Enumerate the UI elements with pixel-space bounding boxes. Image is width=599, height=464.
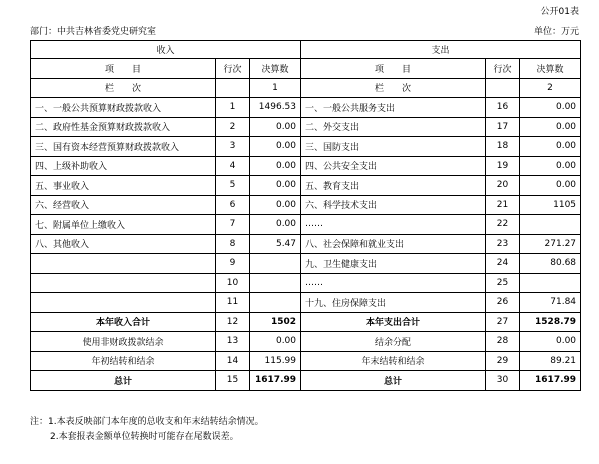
expense-line-no: 19 [486, 156, 520, 176]
income-line-no: 1 [216, 98, 250, 118]
income-item: 五、事业收入 [31, 176, 216, 196]
expense-total-amount: 1528.79 [520, 312, 581, 332]
income-amount: 0.00 [250, 137, 301, 157]
expense-amount: 0.00 [520, 176, 581, 196]
expense-line-no: 16 [486, 98, 520, 118]
expense-section-header: 支出 [301, 41, 581, 59]
income-line-no: 2 [216, 117, 250, 137]
table-row [31, 176, 581, 196]
expense-line-no: 17 [486, 117, 520, 137]
expense-amount: 1105 [520, 195, 581, 215]
expense-amount: 0.00 [520, 156, 581, 176]
income-total-amount: 1617.99 [250, 371, 301, 391]
table-row [31, 195, 581, 215]
expense-line-header: 行次 [486, 59, 520, 79]
expense-item: 一、一般公共服务支出 [301, 98, 486, 118]
expense-col-label: 栏 次 [301, 78, 486, 98]
expense-line-no: 24 [486, 254, 520, 274]
expense-item: …… [301, 273, 486, 293]
expense-amount: 271.27 [520, 234, 581, 254]
table-row [31, 156, 581, 176]
income-amount [250, 293, 301, 313]
income-total-label: 使用非财政拨款结余 [31, 332, 216, 352]
unit-label: 单位：万元 [533, 27, 579, 37]
income-total-label: 总计 [31, 371, 216, 391]
expense-item: 二、外交支出 [301, 117, 486, 137]
expense-amount: 0.00 [520, 137, 581, 157]
income-item-header: 项 目 [31, 59, 216, 79]
expense-amount-header: 决算数 [520, 59, 581, 79]
column-number-row [31, 78, 581, 98]
income-line-no: 5 [216, 176, 250, 196]
income-item [31, 293, 216, 313]
income-line-no: 12 [216, 312, 250, 332]
expense-item: 四、公共安全支出 [301, 156, 486, 176]
expense-item: 三、国防支出 [301, 137, 486, 157]
budget-table [30, 40, 581, 391]
expense-line-no: 29 [486, 351, 520, 371]
income-amount [250, 254, 301, 274]
expense-item-header: 项 目 [301, 59, 486, 79]
income-amount: 0.00 [250, 176, 301, 196]
expense-line-no: 20 [486, 176, 520, 196]
footnote-2: 2.本套报表金额单位转换时可能存在尾数误差。 [50, 432, 239, 442]
expense-total-label: 本年支出合计 [301, 312, 486, 332]
total-row [31, 351, 581, 371]
income-total-amount: 115.99 [250, 351, 301, 371]
income-col-label: 栏 次 [31, 78, 216, 98]
expense-line-no: 21 [486, 195, 520, 215]
table-row [31, 98, 581, 118]
expense-line-no: 23 [486, 234, 520, 254]
expense-total-label: 总计 [301, 371, 486, 391]
department-label: 部门：中共吉林省委党史研究室 [30, 27, 157, 37]
income-item: 二、政府性基金预算财政拨款收入 [31, 117, 216, 137]
expense-line-no: 30 [486, 371, 520, 391]
income-line-no: 4 [216, 156, 250, 176]
income-line-header: 行次 [216, 59, 250, 79]
income-line-no: 3 [216, 137, 250, 157]
expense-item: 八、社会保障和就业支出 [301, 234, 486, 254]
table-row [31, 254, 581, 274]
expense-item: 九、卫生健康支出 [301, 254, 486, 274]
table-row [31, 117, 581, 137]
expense-line-no: 18 [486, 137, 520, 157]
expense-total-label: 结余分配 [301, 332, 486, 352]
table-row [31, 234, 581, 254]
income-amount: 0.00 [250, 156, 301, 176]
income-amount [250, 273, 301, 293]
income-amount: 0.00 [250, 117, 301, 137]
income-amount: 0.00 [250, 195, 301, 215]
income-item: 四、上级补助收入 [31, 156, 216, 176]
expense-total-label: 年末结转和结余 [301, 351, 486, 371]
income-amount: 5.47 [250, 234, 301, 254]
income-line-no: 14 [216, 351, 250, 371]
form-code: 公开01表 [540, 7, 579, 17]
income-line-no: 15 [216, 371, 250, 391]
table-row [31, 273, 581, 293]
total-row [31, 371, 581, 391]
income-item [31, 273, 216, 293]
table-row [31, 137, 581, 157]
income-amount: 0.00 [250, 215, 301, 235]
expense-amount: 80.68 [520, 254, 581, 274]
income-line-no: 8 [216, 234, 250, 254]
table-row [31, 215, 581, 235]
expense-item: 五、教育支出 [301, 176, 486, 196]
footnote-1: 注：1.本表反映部门本年度的总收支和年末结转结余情况。 [30, 417, 264, 427]
expense-col-number: 2 [520, 78, 581, 98]
column-header-row [31, 59, 581, 79]
expense-amount: 71.84 [520, 293, 581, 313]
income-total-amount: 0.00 [250, 332, 301, 352]
expense-line-no: 22 [486, 215, 520, 235]
expense-item: 十九、住房保障支出 [301, 293, 486, 313]
expense-line-no: 28 [486, 332, 520, 352]
expense-line-no: 26 [486, 293, 520, 313]
income-total-amount: 1502 [250, 312, 301, 332]
expense-amount: 0.00 [520, 117, 581, 137]
income-total-label: 年初结转和结余 [31, 351, 216, 371]
total-row [31, 332, 581, 352]
expense-line-no: 25 [486, 273, 520, 293]
expense-item: 六、科学技术支出 [301, 195, 486, 215]
income-col-number: 1 [250, 78, 301, 98]
income-line-no: 9 [216, 254, 250, 274]
income-item: 一、一般公共预算财政拨款收入 [31, 98, 216, 118]
expense-col-blank [486, 78, 520, 98]
income-item: 三、国有资本经营预算财政拨款收入 [31, 137, 216, 157]
income-line-no: 13 [216, 332, 250, 352]
total-row [31, 312, 581, 332]
income-item: 六、经营收入 [31, 195, 216, 215]
income-item: 七、附属单位上缴收入 [31, 215, 216, 235]
expense-amount: 0.00 [520, 98, 581, 118]
income-line-no: 11 [216, 293, 250, 313]
expense-total-amount: 89.21 [520, 351, 581, 371]
income-amount: 1496.53 [250, 98, 301, 118]
income-line-no: 7 [216, 215, 250, 235]
income-line-no: 10 [216, 273, 250, 293]
expense-amount [520, 273, 581, 293]
expense-line-no: 27 [486, 312, 520, 332]
footnotes [30, 415, 264, 445]
income-col-blank [216, 78, 250, 98]
income-amount-header: 决算数 [250, 59, 301, 79]
table-row [31, 293, 581, 313]
income-section-header: 收入 [31, 41, 301, 59]
income-total-label: 本年收入合计 [31, 312, 216, 332]
expense-total-amount: 1617.99 [520, 371, 581, 391]
income-line-no: 6 [216, 195, 250, 215]
income-item [31, 254, 216, 274]
expense-total-amount: 0.00 [520, 332, 581, 352]
section-header-row [31, 41, 581, 59]
income-item: 八、其他收入 [31, 234, 216, 254]
expense-amount [520, 215, 581, 235]
expense-item: …… [301, 215, 486, 235]
